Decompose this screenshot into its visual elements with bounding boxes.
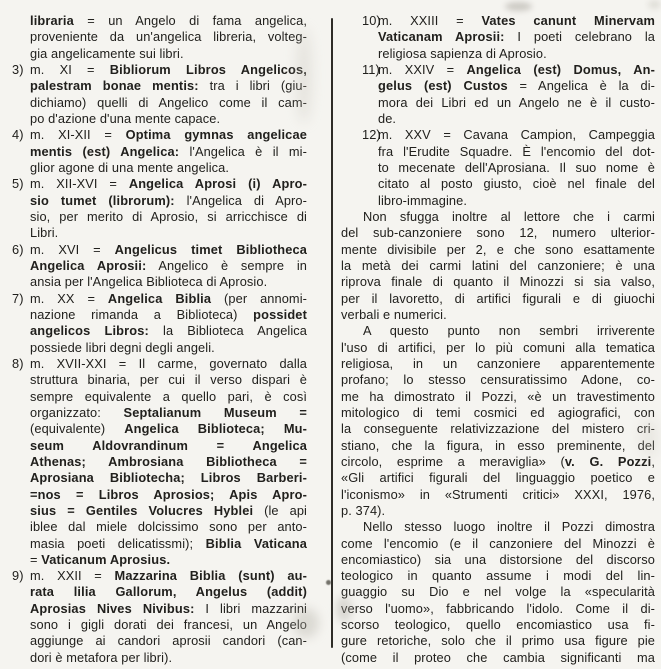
text-line: Angelica Aprosii: Angelico è sempre in	[30, 257, 307, 273]
text-line: rata lilia Gallorum, Angelus (addit)	[30, 584, 307, 600]
text-line: la conseguente relativizzazione del mistero cri-	[341, 421, 655, 437]
text-line: proveniente da un'angelica libreria, volteg-	[30, 29, 307, 45]
text-line: =nos = Libros Aprosios; Apis Apro-	[30, 486, 307, 502]
text-line: per il lavoretto, di artifici figurali e di giuochi	[341, 290, 655, 306]
text-line: stiano, che la figura, in esso preminente, del	[341, 437, 655, 453]
text-line: mente divisibile per 2, e che sono esattamente	[341, 241, 655, 257]
text-line: Aprosias Nives Nivibus: I libri mazzarini	[30, 600, 307, 616]
text-line: teologico in quanto assume i modi del lin-	[341, 568, 655, 584]
text-line: m. XXIV = Angelica (est) Domus, An-	[378, 61, 655, 77]
paragraph	[341, 519, 655, 666]
text-line: dichiamo) quelli di Angelico come il cam-	[30, 94, 307, 110]
text-line: angelicos Libros: la Biblioteca Angelica	[30, 323, 307, 339]
text-line: l'uso di artifici, per lo più comuni alla tematica	[341, 339, 655, 355]
right-column	[341, 13, 655, 666]
text-line: del sub-canzoniere sono 12, numero ulterior-	[341, 225, 655, 241]
item-number: 5)	[12, 176, 24, 192]
text-line: sempre equivalente a quello pari, è così	[30, 388, 307, 404]
text-line: seum Aldovrandinum = Angelica	[30, 437, 307, 453]
text-line: Vaticanam Aprosii: I poeti celebrano la	[378, 29, 655, 45]
text-line: gelus (est) Custos = Angelica è la di-	[378, 78, 655, 94]
text-line: m. XXII = Mazzarina Biblia (sunt) au-	[30, 568, 307, 584]
text-line: mitologico di temi cosmici ed agiografici, con	[341, 404, 655, 420]
text-line: = Vaticanum Aprosius.	[30, 551, 171, 567]
list-item	[341, 13, 655, 62]
text-line: me ha dimostrato il Pozzi, «è un travestimento	[341, 388, 655, 404]
text-line: circolo, esprime a meraviglia» (v. G. Pozzi,	[341, 453, 655, 469]
text-line: m. XXIII = Vates canunt Minervam	[378, 13, 655, 28]
text-line: organizzato: Septalianum Museum =	[30, 404, 307, 420]
item-number: 11)	[362, 61, 380, 77]
text-line: scorso teologico, quello encomiastico usa fi-	[341, 617, 655, 633]
text-line: (equivalente) Angelica Biblioteca; Mu-	[30, 421, 307, 437]
text-line: glior agone di una mente angelica.	[30, 159, 230, 175]
text-line: Non sfugga inoltre al lettore che i carmi	[363, 208, 655, 224]
text-line: fra l'Erudite Squadre. È l'encomio del dot-	[378, 143, 655, 159]
text-line: aggiunge ai candori aprosii candori (can-	[30, 633, 307, 649]
text-line: citato al posto giusto, cioè nel finale del	[378, 176, 655, 192]
text-line: m. XXV = Cavana Campion, Campeggia	[378, 127, 655, 143]
text-line: gia angelicamente sui libri.	[30, 45, 184, 61]
text-line: (come il proteo che cambia significanti ma	[341, 649, 655, 665]
list-item	[12, 176, 307, 241]
item-number: 9)	[12, 568, 24, 584]
list-item	[341, 62, 655, 127]
text-line: m. XI = Bibliorum Libros Angelicos,	[30, 61, 307, 77]
item-number: 7)	[12, 290, 24, 306]
paragraph	[341, 209, 655, 323]
text-line: religiosa, in un canzoniere apparentemente	[341, 355, 655, 371]
list-item	[12, 127, 307, 176]
text-line: m. XVII-XXI = Il carme, governato dalla	[30, 355, 307, 371]
text-line: gure retoriche, solo che il primo usa figure pie	[341, 633, 655, 649]
text-line: dori è metafora per libri).	[30, 649, 173, 665]
text-line: Nello stesso luogo inoltre il Pozzi dimostra	[363, 519, 655, 535]
text-line: l'iconismo» in «Strumenti critici» XXXI, 1976,	[341, 486, 655, 502]
text-line: ansia per l'Angelica Biblioteca di Aprosio.	[30, 274, 268, 290]
text-line: masia poeti delicatissmi); Biblia Vaticana	[30, 535, 307, 551]
item-number: 12)	[362, 127, 381, 143]
text-line: m. XX = Angelica Biblia (per annomi-	[30, 290, 307, 306]
text-line: possiede libri degni degli angeli.	[30, 339, 215, 355]
scan-smudge	[648, 0, 661, 9]
text-line: libraria = un Angelo di fama angelica,	[30, 13, 307, 28]
text-line: Aprosiana Bibliotecha; Libros Barberi-	[30, 470, 307, 486]
column-divider-rule	[331, 18, 333, 648]
list-item	[12, 291, 307, 356]
list-item	[12, 568, 307, 666]
text-line: «Gli artifici figurali del linguaggio poetico e	[341, 470, 655, 486]
text-line: Athenas; Ambrosiana Bibliotheca =	[30, 453, 307, 469]
right-item-list	[341, 13, 655, 209]
item-number: 3)	[12, 61, 24, 77]
list-item	[12, 242, 307, 291]
text-line: verbali e numerici.	[341, 306, 447, 322]
text-line: palestram bonae mentis: tra i libri (giu-	[30, 78, 307, 94]
right-paragraphs	[341, 209, 655, 666]
item-number: 10)	[362, 13, 381, 28]
left-item-list	[12, 62, 307, 666]
text-line: sio, per merito di Aprosio, si arricchisce di	[30, 208, 307, 224]
item-number: 6)	[12, 241, 24, 257]
text-line: to mecenate dell'Aprosiana. Il suo nome è	[378, 159, 655, 175]
text-line: profano; lo stesso censuratissimo Adone, co-	[341, 372, 655, 388]
scan-smudge	[505, 2, 532, 11]
text-line: sius = Gentiles Volucres Hyblei (le api	[30, 502, 307, 518]
text-line: mentis (est) Angelica: l'Angelica è il mi-	[30, 143, 307, 159]
text-line: m. XI-XII = Optima gymnas angelicae	[30, 127, 307, 143]
text-line: mora dei Libri ed un Angelo ne è il custo-	[378, 94, 655, 110]
text-line: religiosa sapienza di Aprosio.	[378, 45, 547, 61]
list-item	[341, 127, 655, 209]
text-line: encomiastico) sia una distorsione del discorso	[341, 551, 655, 567]
text-line: m. XII-XVI = Angelica Aprosi (i) Apro-	[30, 176, 307, 192]
list-item	[12, 356, 307, 568]
text-line: come l'encomio (e il canzoniere del Minozzi è	[341, 535, 655, 551]
text-line: sio tumet (librorum): l'Angelica di Apro-	[30, 192, 307, 208]
text-line: m. XVI = Angelicus timet Bibliotheca	[30, 241, 307, 257]
left-column	[12, 13, 307, 666]
text-line: nazione rimanda a Biblioteca) possidet	[30, 306, 307, 322]
paragraph	[341, 323, 655, 519]
text-line: A questo punto non sembri irriverente	[363, 323, 655, 339]
text-line: sono i gigli dorati dei francesi, un Angelo	[30, 617, 307, 633]
item-number: 4)	[12, 127, 24, 143]
list-item	[12, 62, 307, 127]
text-line: la metà dei carmi latini del canzoniere; è una	[341, 257, 655, 273]
text-line: p. 374).	[341, 502, 386, 518]
text-line: po d'azione d'una mente capace.	[30, 110, 221, 126]
text-line: libro-immagine.	[378, 192, 467, 208]
text-line: riprova finale di quanto il Minozzi si sia valso,	[341, 274, 655, 290]
item-number: 8)	[12, 355, 24, 371]
text-line: guaggio su Dio e nel volge la «specularità	[341, 584, 655, 600]
text-line: verso l'uomo», fabbricando l'idolo. Come il di-	[341, 600, 655, 616]
list-item-continuation	[12, 13, 307, 62]
text-line: de.	[378, 110, 397, 126]
text-line: iblee dal miele dolcissimo sono per anto-	[30, 519, 307, 535]
text-line: Libri.	[30, 225, 59, 241]
text-line: struttura binaria, per cui il verso dispari è	[30, 372, 307, 388]
